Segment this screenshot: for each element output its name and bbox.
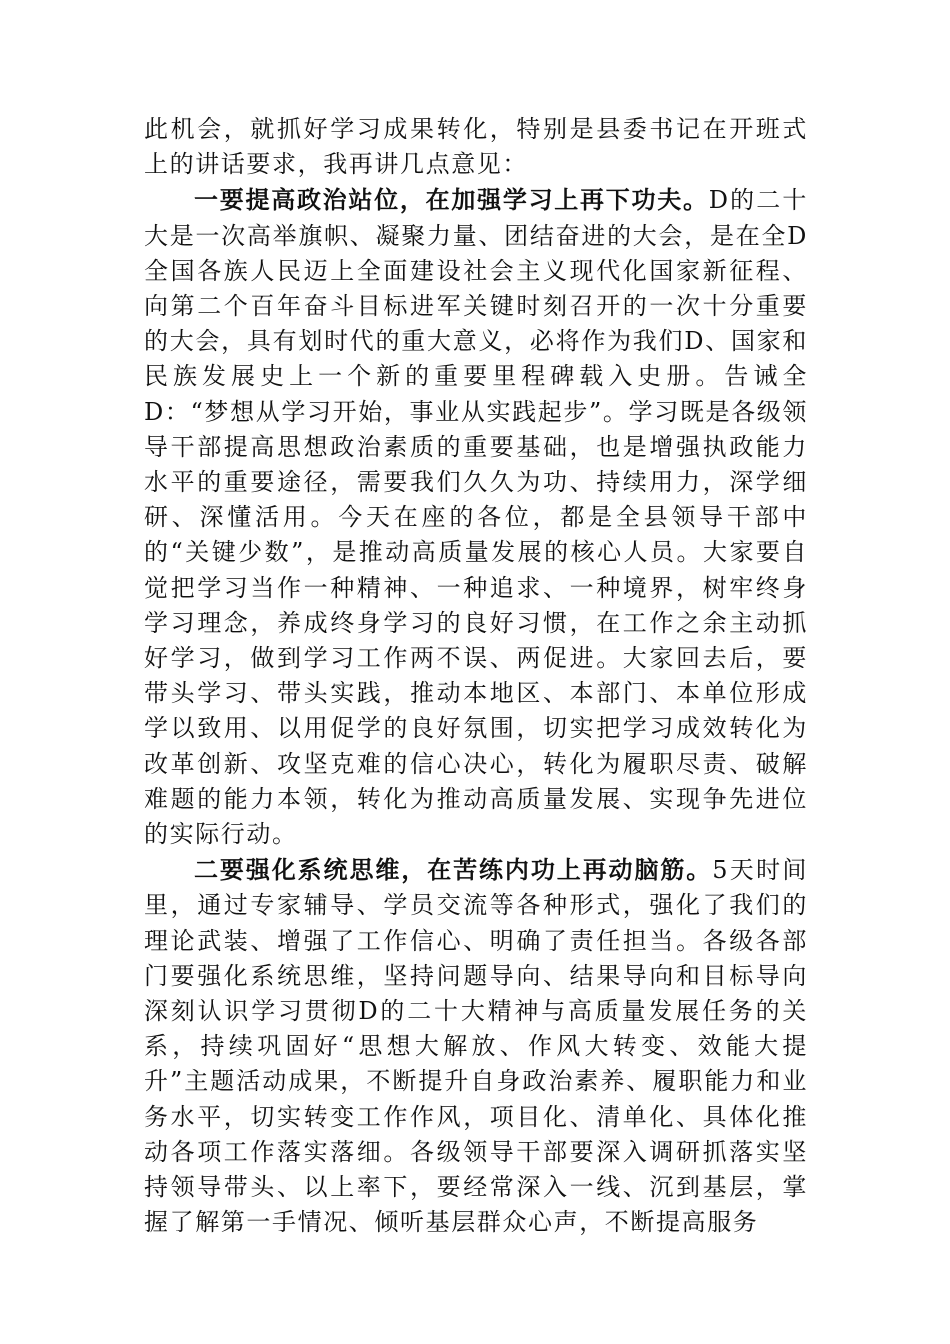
paragraph-text: 5天时间里，通过专家辅导、学员交流等各种形式，强化了我们的理论武装、增强了工作信心、明确了责任担当。各级各部门要强化系统思维，坚持问题导向、结果导向和目标导向深刻认识学习贯彻D的二十大精神与高质量发展任务的关系，持续巩固好“思想大解放、作风大转变、效能大提升”主题活动成果，不断提升自身政治素养、履职能力和业务水平，切实转变工作作风，项目化、清单化、具体化推动各项工作落实落细。各级领导干部要深入调研抓落实坚持领导带头、以上率下，要经常深入一线、沉到基层，掌握了解第一手情况、倾听基层群众心声，不断提高服务 xyxy=(144,856,809,1237)
paragraph-text: 此机会，就抓好学习成果转化，特别是县委书记在开班式上的讲话要求，我再讲几点意见： xyxy=(144,115,808,179)
paragraph-text: D的二十大是一次高举旗帜、凝聚力量、团结奋进的大会，是在全D全国各族人民迈上全面建设社会主义现代化国家新征程、向第二个百年奋斗目标进军关键时刻召开的一次十分重要的大会，具有划时代的重大意义，必将作为我们D、国家和民族发展史上一个新的重要里程碑载入史册。告诫全D：“梦想从学习开始，事业从实践起步”。学习既是各级领导干部提高思想政治素质的重要基础，也是增强执政能力水平的重要途径，需要我们久久为功、持续用力，深学细研、深懂活用。今天在座的各位，都是全县领导干部中的“关键少数”，是推动高质量发展的核心人员。大家要自觉把学习当作一种精神、一种追求、一种境界，树牢终身学习理念，养成终身学习的良好习惯，在工作之余主动抓好学习，做到学习工作两不误、两促进。大家回去后，要带头学习、带头实践，推动本地区、本部门、本单位形成学以致用、以用促学的良好氛围，切实把学习成效转化为改革创新、攻坚克难的信心决心，转化为履职尽责、破解难题的能力本领，转化为推动高质量发展、实现争先进位的实际行动。 xyxy=(144,186,808,849)
paragraph-heading: 一要提高政治站位，在加强学习上再下功夫。 xyxy=(194,185,709,215)
document-body xyxy=(144,112,808,1241)
paragraph-intro xyxy=(144,112,808,182)
paragraph-point-one xyxy=(144,182,808,852)
paragraph-point-two xyxy=(144,852,808,1240)
paragraph-heading: 二要强化系统思维，在苦练内功上再动脑筋。 xyxy=(194,855,713,885)
